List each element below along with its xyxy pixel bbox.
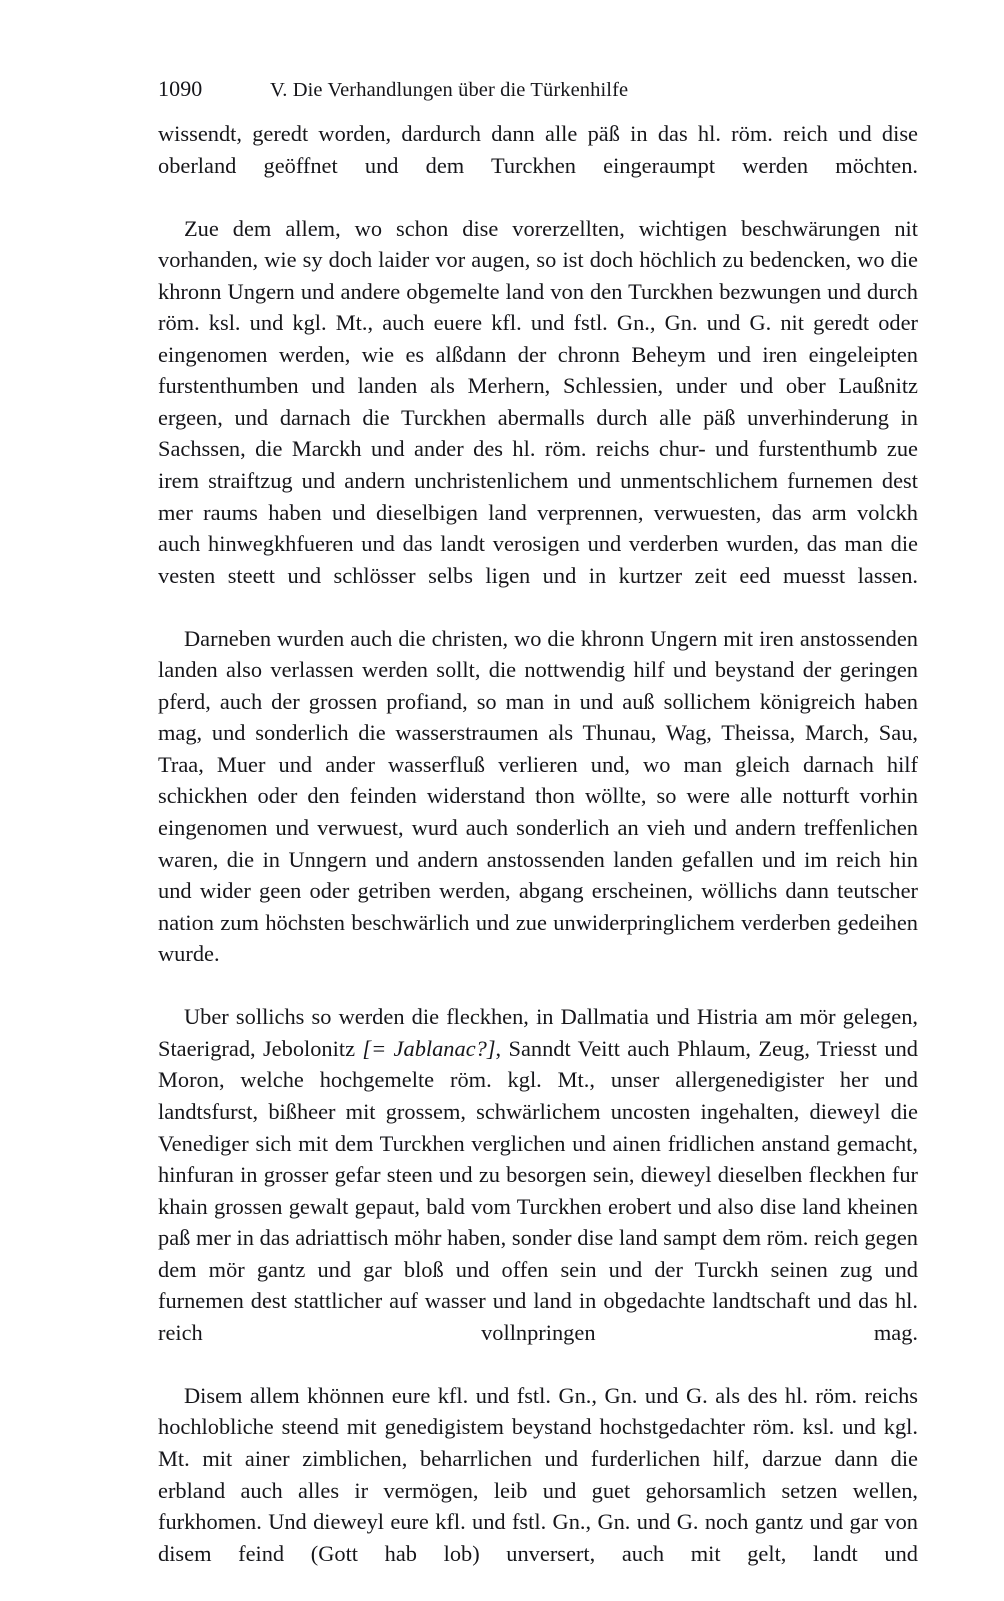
paragraph-4	[158, 1001, 918, 1380]
editorial-gloss-jablanac: [= Jablanac?]	[362, 1035, 496, 1061]
paragraph-1: wissendt, geredt worden, dardurch dann alle päß in das hl. röm. reich und dise oberland geöffnet und dem Turckhen eingeraumpt werden möchten.	[158, 121, 918, 178]
running-head	[158, 76, 918, 102]
body-text-block	[158, 118, 918, 1601]
paragraph-2: Zue dem allem, wo schon dise vorerzellten, wichtigen beschwärungen nit vorhanden, wie sy doch laider vor augen, so ist doch höchlich zu bedencken, wo die khronn Ungern und andere obgemelte land von den Turckhen bezwungen und durch röm. ksl. und kgl. Mt., auch euere kfl. und fstl. Gn., Gn. und G. nit geredt oder eingenomen werden, wie es alßdann der chronn Beheym und iren eingeleipten furstenthumben und landen als Merhern, Schlessien, under und ober Laußnitz ergeen, und darnach die Turckhen abermalls durch alle päß unverhinderung in Sachssen, die Marckh und ander des hl. röm. reichs chur- und furstenthumb zue irem straiftzug und andern unchristenlichem und unmentschlichem furnemen dest mer raums haben und dieselbigen land verprennen, verwuesten, das arm volckh auch hinwegkhfueren und das landt verosigen und verderben wurden, das man die vesten steett und schlösser selbs ligen und in kurtzer zeit eed muesst lassen.	[158, 215, 918, 588]
page-number: 1090	[158, 76, 203, 101]
paragraph-4-part-2: , Sanndt Veitt auch Phlaum, Zeug, Triesst und Moron, welche hochgemelte röm. kgl. Mt., unser allergenedigister her und landtsfurst, bißheer mit grossem, schwärlichem uncosten ingehalten, dieweyl die Venediger sich mit dem Turckhen verglichen und ainen fridlichen anstand gemacht, hinfuran in grosser gefar steen und zu besorgen sein, dieweyl dieselben fleckhen fur khain grossen gewalt gepaut, bald vom Turckhen erobert und also dise land kheinen paß mer in das adriattisch möhr haben, sonder dise land sampt dem röm. reich gegen dem mör gantz und gar bloß und offen sein und der Turckh seinen zug und furnemen dest stattlicher auf wasser und land in obgedachte landtschaft und das hl. reich vollnpringen mag.	[158, 1035, 918, 1345]
paragraph-3: Darneben wurden auch die christen, wo die khronn Ungern mit iren anstossenden landen also verlassen werden sollt, die nottwendig hilf und beystand der geringen pferd, auch der grossen profiand, so man in und auß sollichem königreich haben mag, und sonderlich die wasserstraumen als Thunau, Wag, Theissa, March, Sau, Traa, Muer und ander wasserfluß verlieren und, wo man gleich darnach hilf schickhen oder den feinden widerstand thon wöllte, so were alle notturft vorhin eingenomen und verwuest, wurd auch sonderlich an vieh und andern treffenlichen waren, die in Unngern und andern anstossenden landen gefallen und im reich hin und wider geen oder getriben werden, abgang erscheinen, wöllichs dann teutscher nation zum höchsten beschwärlich und zue unwiderpringlichem verderben gedeihen wurde.	[158, 625, 918, 967]
running-head-title: V. Die Verhandlungen über die Türkenhilfe	[270, 79, 629, 101]
paragraph-5: Disem allem khönnen eure kfl. und fstl. Gn., Gn. und G. als des hl. röm. reichs hochlobliche steend mit genedigistem beystand hochstgedachter röm. ksl. und kgl. Mt. mit ainer zimblichen, beharrlichen und furderlichen hilf, darzue dann die erbland auch alles ir vermögen, leib und guet gehorsamlich setzen wellen, furkhomen. Und dieweyl eure kfl. und fstl. Gn., Gn. und G. noch gantz und gar von disem feind (Gott hab lob) unversert, auch mit gelt, landt und	[158, 1382, 918, 1566]
paragraph-4-part-1: Uber sollichs so werden die fleckhen, in Dallmatia und Histria am mör gelegen, Staerigrad, Jebolonitz	[158, 1004, 918, 1061]
